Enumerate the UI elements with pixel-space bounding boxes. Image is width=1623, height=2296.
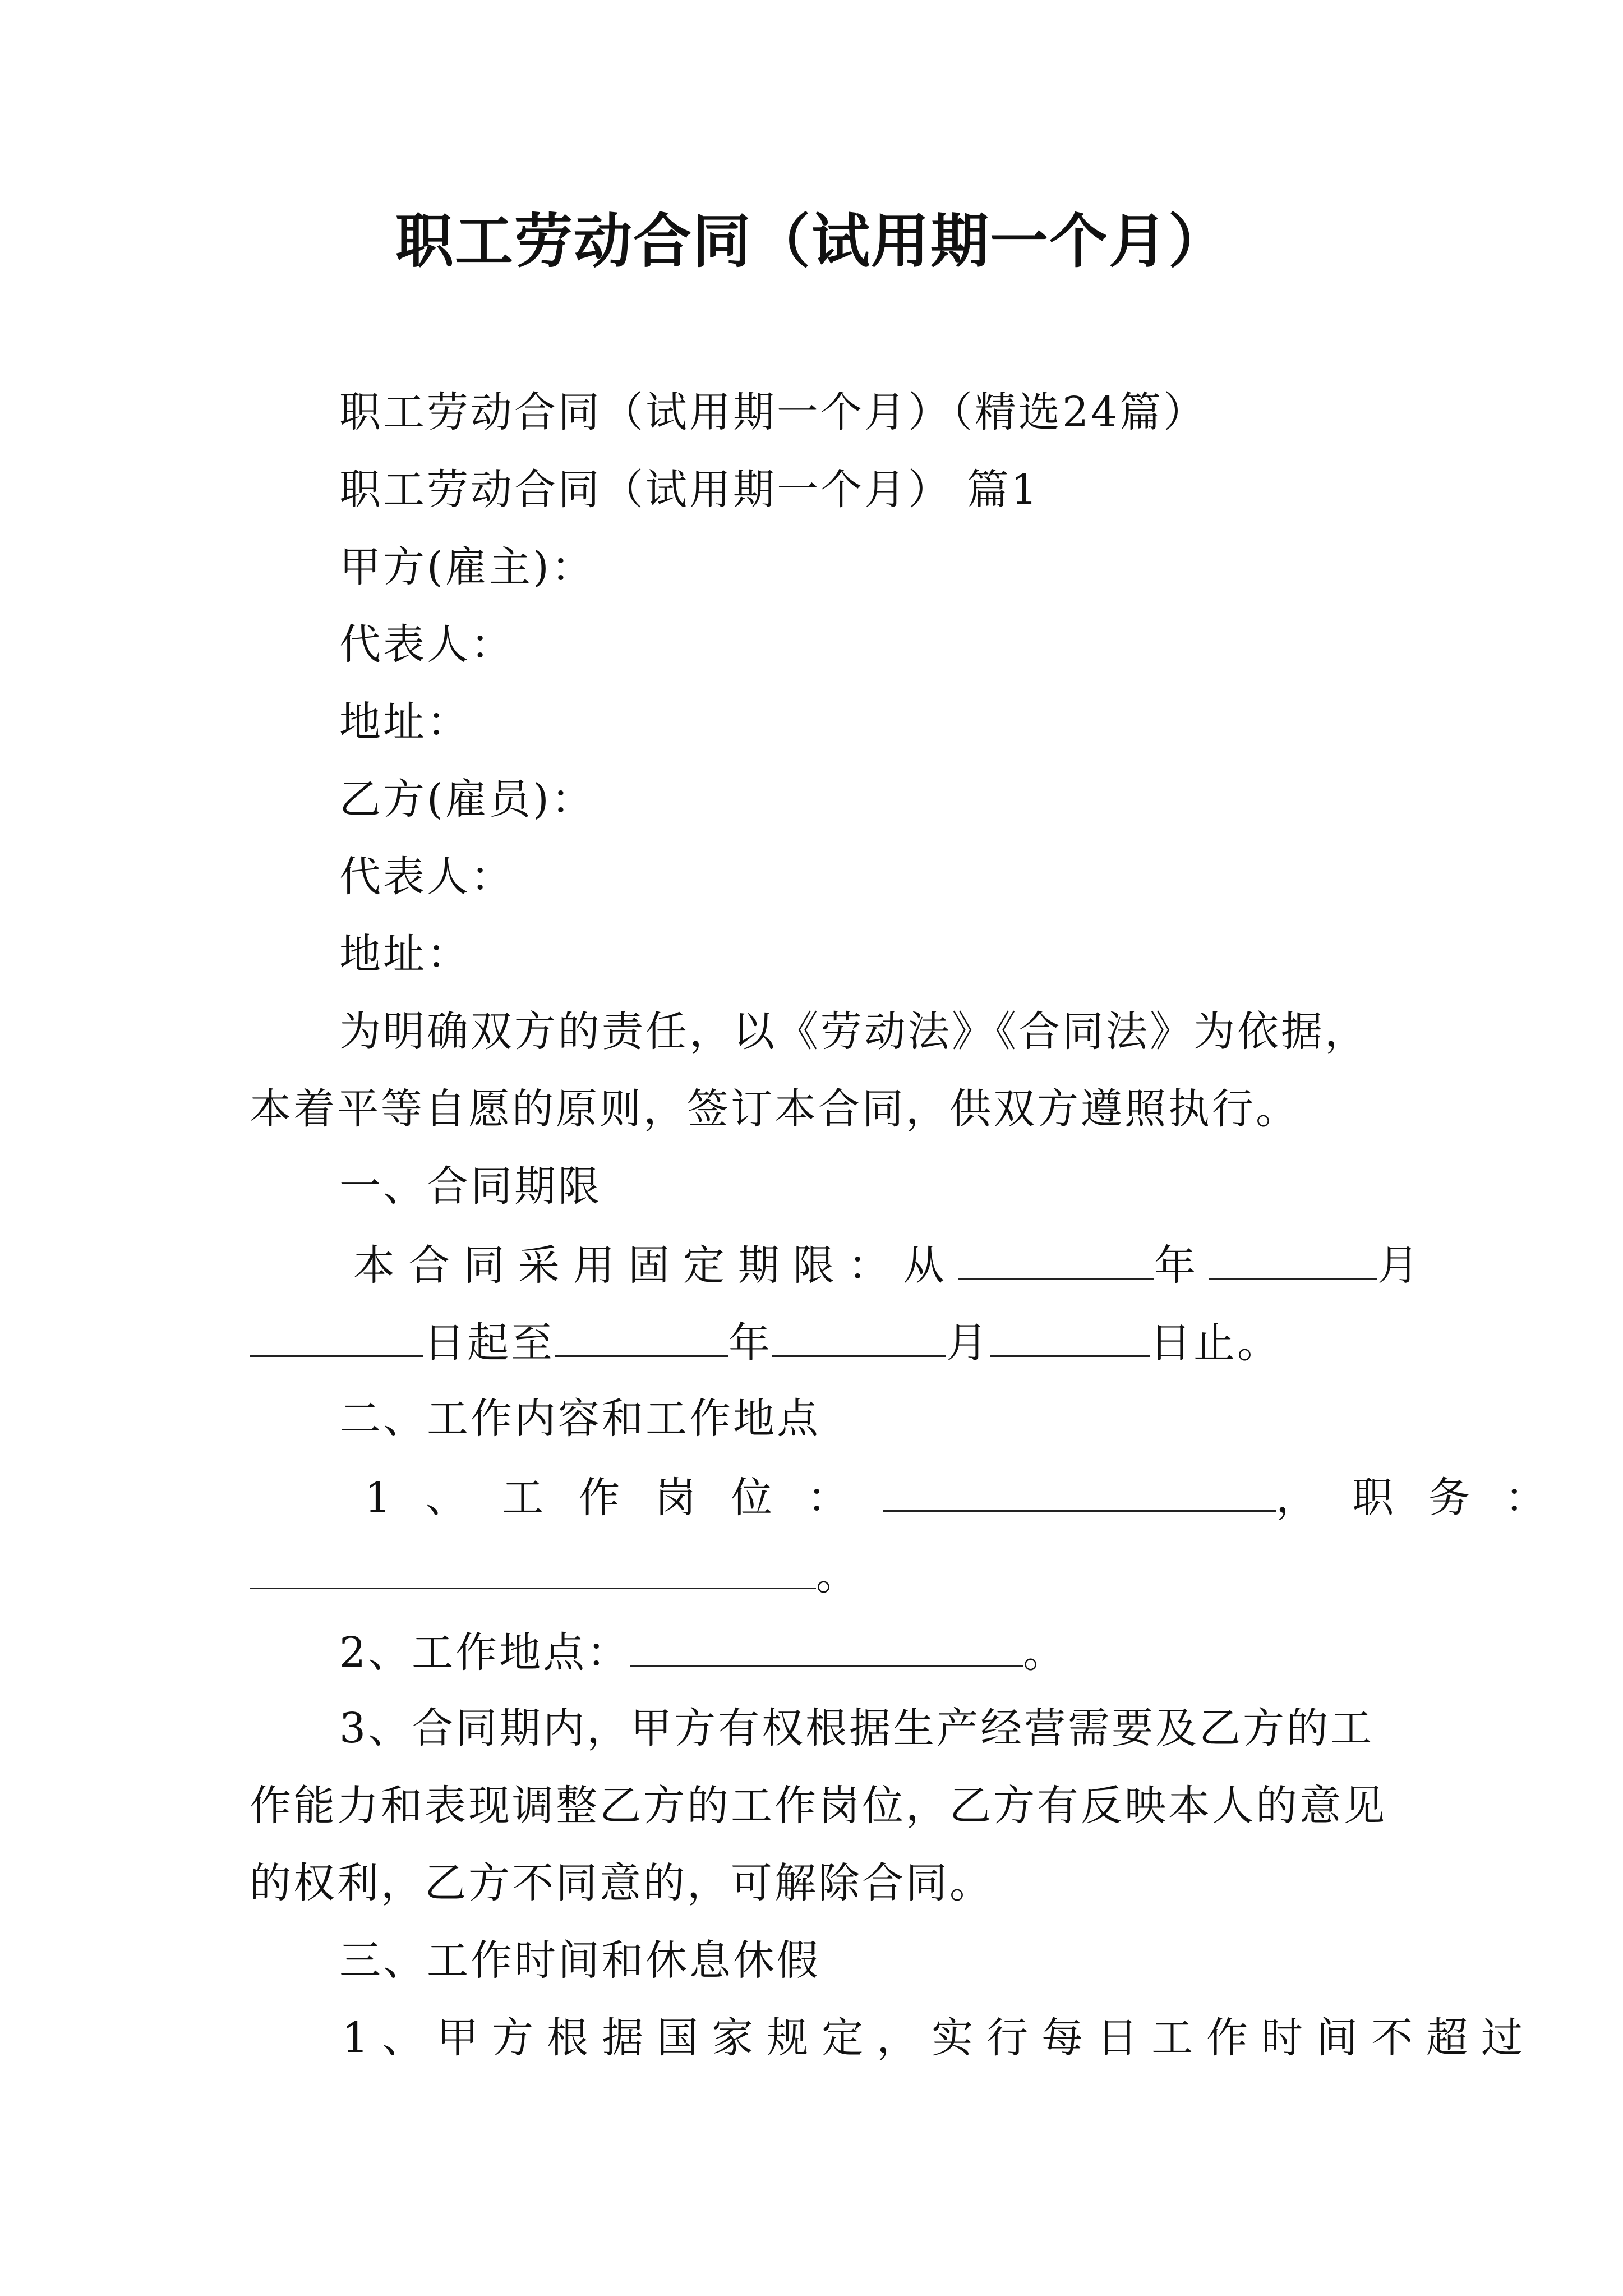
section-2-heading: 二、工作内容和工作地点 [339, 1395, 820, 1443]
document-title: 职工劳动合同（试用期一个月） [395, 207, 1228, 275]
section-3-heading: 三、工作时间和休息休假 [339, 1936, 820, 1985]
work-location-end: 。 [1023, 1628, 1067, 1677]
work-location-line [339, 1626, 1067, 1678]
work-location-label: 2、工作地点： [339, 1628, 631, 1677]
chapter-heading: 职工劳动合同（试用期一个月） 篇1 [339, 466, 1040, 514]
section-1-heading: 一、合同期限 [339, 1162, 602, 1211]
party-a-address: 地址： [339, 698, 471, 746]
clause-3-line-2: 作能力和表现调整乙方的工作岗位，乙方有反映本人的意见 [250, 1782, 1387, 1830]
term-day-from-label: 日起至 [423, 1319, 555, 1367]
party-b-address: 地址： [339, 930, 471, 978]
party-a-representative: 代表人： [339, 620, 514, 669]
party-b-label: 乙方(雇员)： [339, 775, 595, 823]
job-position-line [365, 1471, 1581, 1523]
term-day-end-label: 日止。 [1150, 1319, 1281, 1367]
term-intro: 本合同采用固定期限：从 [353, 1241, 958, 1290]
party-a-label: 甲方(雇主)： [339, 543, 595, 591]
term-line-2 [250, 1316, 1281, 1368]
preamble-line-2: 本着平等自愿的原则，签订本合同，供双方遵照执行。 [250, 1085, 1299, 1133]
start-year-blank [958, 1239, 1154, 1280]
job-title-end: 。 [816, 1551, 860, 1599]
end-year-blank [555, 1316, 728, 1357]
work-location-blank [630, 1626, 1023, 1667]
term-year2-label: 年 [728, 1319, 772, 1367]
end-month-blank [772, 1316, 946, 1357]
job-title-blank [250, 1548, 816, 1589]
party-b-representative: 代表人： [339, 853, 514, 901]
job-title-line [250, 1548, 860, 1600]
work-hours-line: 1、甲方根据国家规定，实行每日工作时间不超过 [342, 2014, 1537, 2062]
start-month-blank [1209, 1239, 1377, 1280]
term-line-1 [353, 1239, 1432, 1291]
job-position-label: 1、工作岗位： [365, 1474, 884, 1522]
document-subtitle: 职工劳动合同（试用期一个月）（精选24篇） [339, 388, 1207, 436]
start-day-blank [250, 1316, 423, 1357]
end-day-blank [990, 1316, 1150, 1357]
job-title-label: ，职务： [1276, 1474, 1581, 1522]
term-year-label: 年 [1154, 1241, 1209, 1290]
job-position-blank [883, 1471, 1276, 1512]
clause-3-line-1: 3、合同期内，甲方有权根据生产经营需要及乙方的工 [339, 1704, 1375, 1752]
preamble-line-1: 为明确双方的责任，以《劳动法》《合同法》为依据， [339, 1007, 1368, 1056]
clause-3-line-3: 的权利，乙方不同意的，可解除合同。 [250, 1859, 993, 1907]
term-month-label: 月 [1377, 1241, 1432, 1290]
term-month2-label: 月 [946, 1319, 990, 1367]
